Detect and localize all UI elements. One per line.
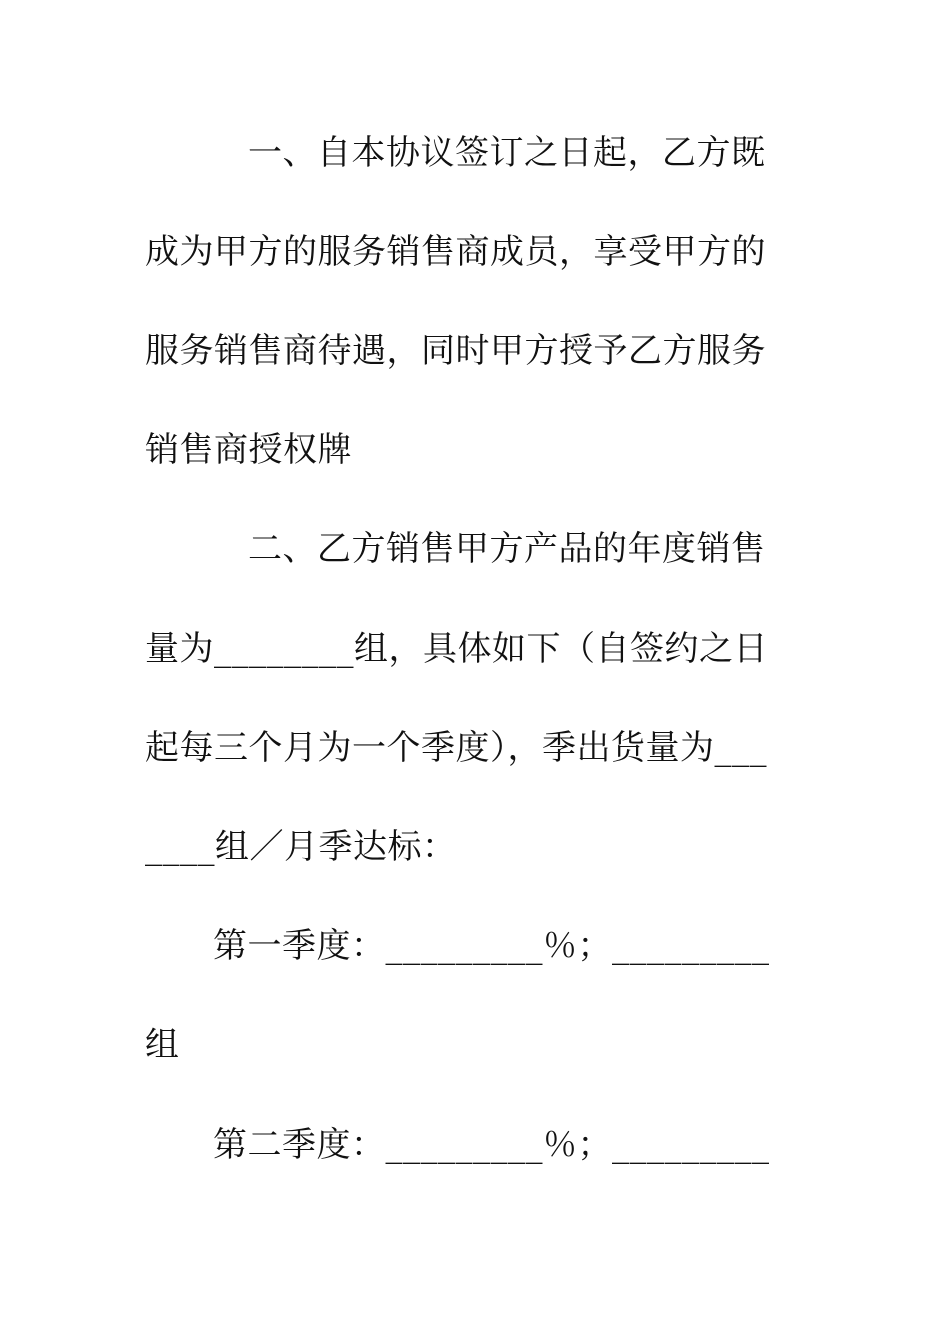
paragraph-1-line-3: 服务销售商待遇，同时甲方授予乙方服务 [145, 331, 766, 371]
paragraph-1-line-2: 成为甲方的服务销售商成员，享受甲方的 [145, 232, 766, 272]
paragraph-2-line-1: 二、乙方销售甲方产品的年度销售 [248, 529, 766, 569]
paragraph-2-line-3: 起每三个月为一个季度），季出货量为___ [145, 728, 767, 768]
quarter-1-line: 第一季度：_________％；_________ [213, 926, 770, 966]
quarter-1-unit-line: 组 [145, 1025, 180, 1065]
quarter-2-line: 第二季度：_________％；_________ [213, 1125, 770, 1165]
paragraph-1-line-4: 销售商授权牌 [145, 430, 352, 470]
paragraph-2-line-4: ____组／月季达标： [145, 827, 457, 867]
paragraph-1-line-1: 一、自本协议签订之日起，乙方既 [248, 133, 766, 173]
paragraph-2-line-2: 量为________组，具体如下（自签约之日 [145, 629, 768, 669]
